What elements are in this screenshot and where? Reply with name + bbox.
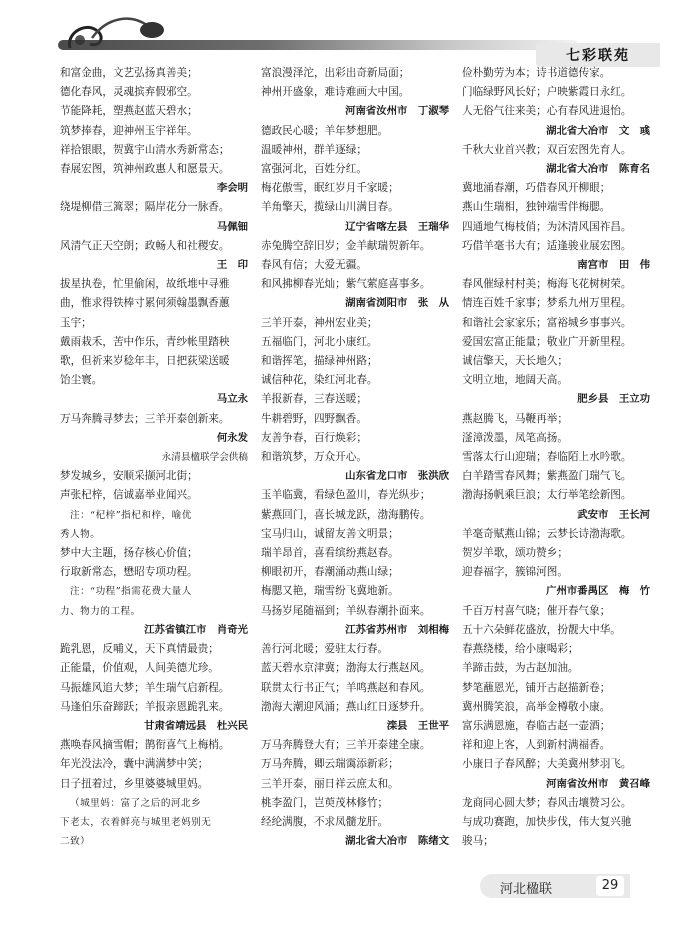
couplet-line: 梦发城乡，安顺采撷河北街；: [60, 470, 198, 483]
column-3: [462, 64, 650, 851]
couplet-line: 万马奔腾，卿云瑞霭添新彩；: [261, 758, 399, 771]
couplet-line: 五福临门，河北小康红。: [261, 335, 378, 348]
couplet-line: 德政民心暖；羊年梦想肥。: [261, 124, 389, 137]
couplet-line: 梅花傲雪，眠红岁月千家暖；: [261, 182, 399, 195]
couplet-line: 迎春福字，簇锦河图。: [462, 566, 568, 579]
couplet-line: 诚信擎天，天长地久；: [462, 355, 568, 368]
couplet-line: 白羊踏雪春风舞；紫燕盈门瑞气飞。: [462, 470, 632, 483]
author-byline: 湖北省大冶市 文 彧: [546, 124, 650, 137]
journal-name: 河北楹联: [500, 882, 553, 897]
couplet-line: 牛耕碧野，四野飘香。: [261, 412, 367, 425]
page-number: 29: [596, 876, 624, 896]
annotation-line: 秀人物。: [60, 528, 101, 540]
author-byline: 广州市番禺区 梅 竹: [546, 585, 650, 598]
couplet-line: 联贯太行书正气；羊鸣燕赵和春风。: [261, 681, 431, 694]
couplet-line: 马扬岁尾随福到；羊纵春潮扑面来。: [261, 604, 431, 617]
author-byline: 李会明: [216, 182, 248, 195]
couplet-line: 瑞羊昂首，喜看缤纷燕赵春。: [261, 547, 399, 560]
couplet-line: 万马奔腾登大有；三羊开泰建全康。: [261, 739, 431, 752]
couplet-line: 和富金曲，文艺弘扬真善美；: [60, 67, 198, 79]
couplet-line: 渤海大潮迎风涌；燕山红日逐梦升。: [261, 700, 431, 713]
couplet-line: 三羊开泰，神州宏业美；: [261, 316, 378, 329]
couplet-line: 人无俗气往来美；心有春风进退怡。: [462, 105, 632, 118]
couplet-line: 马逢伯乐奋蹄跃；羊报亲恩跪乳来。: [60, 700, 230, 713]
couplet-line: 三羊开泰，丽日祥云庶太和。: [261, 777, 399, 790]
couplet-line: 富强河北，百姓分红。: [261, 163, 367, 176]
couplet-line: 羊角擎天，揽绿山川满目春。: [261, 201, 399, 214]
author-byline: 湖北省大冶市 陈育名: [546, 163, 650, 176]
section-title: 七彩联苑: [536, 43, 660, 67]
couplet-line: 正能量，价值观，人间美德尤珍。: [60, 662, 219, 675]
couplet-line: 曲，惟求得铁棒寸累何须翰墨飘香蕙: [60, 297, 230, 310]
couplet-line: 冀州腾笑浪，高举金樽敬小康。: [462, 700, 611, 713]
author-byline: 肥乡县 王立功: [577, 393, 650, 406]
author-byline: 湖北省大冶市 陈绪文: [345, 835, 449, 848]
couplet-line: 梅腮又艳，瑞雪纷飞冀地新。: [261, 585, 399, 598]
couplet-line: 玉羊临冀，看绿色盈川，春光纵步；: [261, 489, 431, 502]
couplet-line: 小康日子春风醉；大美冀州梦羽飞。: [462, 758, 632, 771]
couplet-line: 富浪漫泽沱，出彩出奇新局面；: [261, 67, 410, 79]
couplet-line: 祥拾银眼，贺冀宇山清水秀新常态；: [60, 143, 230, 156]
couplet-line: 贺岁羊歌，颂功赞乡；: [462, 547, 568, 560]
annotation-line: 注：“杞梓”指杞和梓，喻优: [70, 509, 192, 521]
column-2: [261, 64, 449, 851]
couplet-line: 跪乳恩，反哺义，天下真情最贵；: [60, 643, 219, 656]
couplet-line: 饴尘寰。: [60, 374, 103, 387]
author-byline: 江苏省苏州市 刘相梅: [345, 623, 449, 636]
couplet-line: 骏马；: [462, 835, 494, 848]
content-columns: [60, 64, 650, 851]
couplet-line: 祥和迎上客，人到新村满福香。: [462, 739, 611, 752]
couplet-line: 绕堤柳借三篙翠；隔岸花分一脉香。: [60, 201, 230, 214]
couplet-line: 冀地涌春潮，巧借春风开柳眼；: [462, 182, 611, 195]
couplet-line: 龙商同心圆大梦；春风击壤赞习公。: [462, 796, 632, 809]
couplet-line: 友善争春，百行焕彩；: [261, 431, 367, 444]
author-byline: 辽宁省喀左县 王瑞华: [345, 220, 449, 233]
couplet-line: 爱国宏富正能量；敬业广开新里程。: [462, 335, 632, 348]
author-byline: 山东省龙口市 张洪欣: [345, 470, 449, 483]
annotation-line: （城里妈：富了之后的河北乡: [70, 797, 202, 809]
couplet-line: 梦中大主题，扬存核心价值；: [60, 547, 198, 560]
column-1: [60, 64, 248, 851]
couplet-line: 春燕绕楼，给小康喝彩；: [462, 643, 579, 656]
couplet-line: 羊蹄击鼓，为古赵加油。: [462, 662, 579, 675]
couplet-line: 马振雄风追大梦；羊生瑞气启新程。: [60, 681, 230, 694]
author-byline: 河南省汝州市 黄召峰: [546, 777, 650, 790]
couplet-line: 羊毫奇赋燕山锦；云梦长诗渤海歌。: [462, 527, 632, 540]
author-byline: 南宫市 田 伟: [577, 259, 650, 272]
author-byline: 马佩钿: [216, 220, 248, 233]
author-byline: 河南省汝州市 丁淑琴: [345, 105, 449, 118]
couplet-line: 四通地气梅枝俏；为沐清风国祚昌。: [462, 220, 632, 233]
author-byline: 王 印: [216, 259, 248, 272]
couplet-line: 滏漳泼墨，凤笔高扬。: [462, 431, 568, 444]
couplet-line: 雪落太行山迎瑞；春临陌上水吟歌。: [462, 451, 632, 464]
couplet-line: 筑梦捧春，迎神州玉宇祥年。: [60, 124, 198, 137]
author-byline: 甘肃省靖远县 杜兴民: [144, 719, 248, 732]
ink-brush-stroke: [58, 40, 578, 50]
annotation-line: 注：“功程”指需花费大量人: [70, 586, 192, 598]
couplet-line: 燕唤春风摘雪帽；鹊衔喜气上梅梢。: [60, 739, 230, 752]
couplet-line: 年光没法冷，囊中满满梦中笑；: [60, 758, 209, 771]
couplet-line: 歌，但祈来岁稔年丰，日把荻梁送暖: [60, 355, 230, 368]
annotation-line: 力、物力的工程。: [60, 605, 141, 617]
couplet-line: 戴雨栽禾，苦中作乐，青纱帐里踏秧: [60, 335, 230, 348]
couplet-line: 燕山生瑞相，独钟端雪伴梅腮。: [462, 201, 611, 214]
couplet-line: 春风催绿村村美；梅海飞花树树荣。: [462, 278, 632, 291]
couplet-line: 行取新常态，懋昭专项功程。: [60, 566, 198, 579]
couplet-line: 千百万村喜气晓；催开春气象；: [462, 604, 611, 617]
couplet-line: 富乐满恩施，春临古赵一壶酒；: [462, 719, 611, 732]
couplet-line: 赤兔腾空辞旧岁；金羊献瑞贺新年。: [261, 239, 431, 252]
couplet-line: 德化春风，灵魂摈弃假邪空。: [60, 86, 198, 99]
couplet-line: 柳眼初开，春潮涌动燕山绿；: [261, 566, 399, 579]
couplet-line: 经纶满腹，不求凤髓龙肝。: [261, 815, 389, 828]
couplet-line: 千秋大业首兴教；双百宏图先育人。: [462, 143, 632, 156]
couplet-line: 节能降耗，塑燕赵蓝天碧水；: [60, 105, 198, 118]
couplet-line: 桃李盈门，岂萸茂林修竹；: [261, 796, 389, 809]
couplet-line: 和谐社会家家乐；富裕城乡事事兴。: [462, 316, 632, 329]
page-footer: [0, 870, 690, 900]
couplet-line: 梦笔蘸恩光，铺开古赵描新卷；: [462, 681, 611, 694]
couplet-line: 和谐筑梦，万众开心。: [261, 451, 367, 464]
couplet-line: 情连百姓千家事；梦系九州万里程。: [462, 297, 632, 310]
couplet-line: 风清气正天空朗；政畅人和社稷安。: [60, 239, 230, 252]
couplet-line: 声张杞梓，信诚嘉举业闻兴。: [60, 489, 198, 502]
couplet-line: 春风有信；大爱无疆。: [261, 259, 367, 272]
couplet-line: 善行河北暖；爱驻太行春。: [261, 643, 389, 656]
couplet-line: 羊报新春，三春送暖；: [261, 393, 367, 406]
annotation-line: 二致）: [60, 836, 91, 848]
couplet-line: 门临绿野风长好；户映紫霞日永红。: [462, 86, 632, 99]
couplet-line: 春展宏图，筑神州政惠人和愿景天。: [60, 163, 230, 176]
couplet-line: 日子扭着过，乡里婆婆城里妈。: [60, 777, 209, 790]
couplet-line: 万马奔腾寻梦去；三羊开泰创新来。: [60, 412, 230, 425]
couplet-line: 渤海扬帆乘巨浪；太行举笔绘新图。: [462, 489, 632, 502]
author-byline: 湖南省浏阳市 张 从: [345, 297, 449, 310]
couplet-line: 诚信种花，染红河北春。: [261, 374, 378, 387]
author-byline: 武安市 王长河: [577, 508, 650, 521]
couplet-line: 俭朴勤劳为本；诗书道德传家。: [462, 67, 611, 79]
couplet-line: 紫燕回门，喜长城龙跃，渤海鹏传。: [261, 508, 431, 521]
author-byline: 滦县 王世平: [386, 719, 449, 732]
couplet-line: 五十六朵鲜花盛放，扮靓大中华。: [462, 623, 621, 636]
couplet-line: 蓝天碧水京津冀；渤海太行燕赵风。: [261, 662, 431, 675]
couplet-line: 宝马归山，诚留友善文明景；: [261, 527, 399, 540]
author-byline: 何永发: [216, 431, 248, 444]
page-header: [0, 0, 690, 66]
couplet-line: 文明立地，地阔天高。: [462, 374, 568, 387]
author-byline: 江苏省镇江市 肖奇光: [144, 623, 248, 636]
couplet-line: 与成功赛跑，加快步伐，伟大复兴驰: [462, 815, 632, 828]
couplet-line: 神州开盛象，难诗难画大中国。: [261, 86, 410, 99]
couplet-line: 拔星执卷，忙里偷闲，故纸堆中寻雅: [60, 278, 230, 291]
couplet-line: 玉宇；: [60, 316, 92, 329]
couplet-line: 燕赵腾飞，马鞭再举；: [462, 412, 568, 425]
couplet-line: 和谐挥笔，描绿神州路；: [261, 355, 378, 368]
couplet-line: 和风拂柳春光灿；紫气萦庭喜事多。: [261, 278, 431, 291]
source-credit: 永清县楹联学会供稿: [161, 452, 248, 464]
annotation-line: 下老太，衣着鲜亮与城里老妈别无: [60, 816, 212, 828]
couplet-line: 温暖神州，群羊逐绿；: [261, 143, 367, 156]
author-byline: 马立永: [216, 393, 248, 406]
couplet-line: 巧借羊毫书大有；适逢骏业展宏图。: [462, 239, 632, 252]
